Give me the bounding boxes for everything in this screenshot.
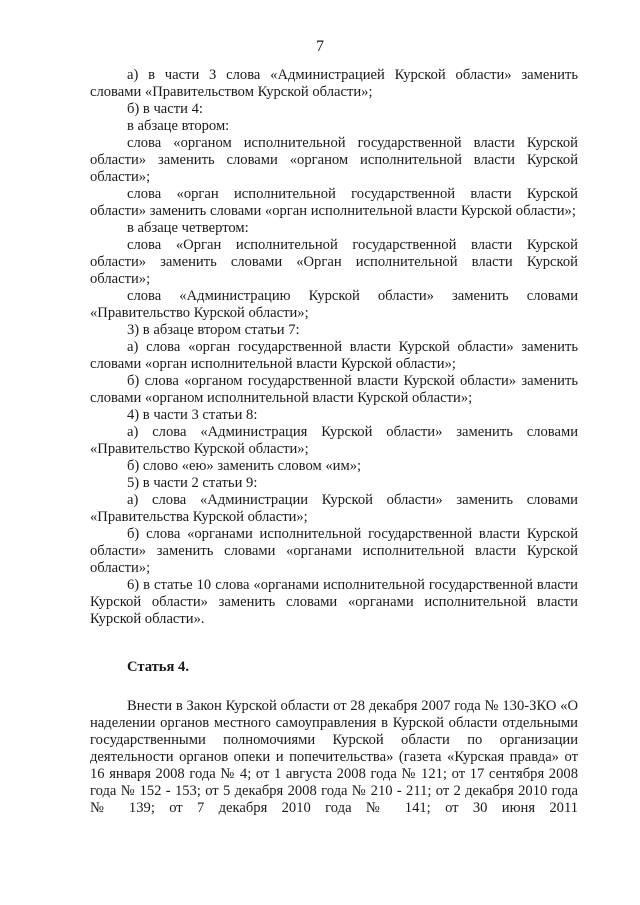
paragraph: а) в части 3 слова «Администрацией Курской области» заменить словами «Правительством Курской области»;: [90, 67, 578, 100]
paragraph: б) в части 4:: [127, 101, 203, 117]
amendment-list: [90, 67, 578, 628]
paragraph: б) слова «органами исполнительной государственной власти Курской области» заменить словами «органами исполнительной власти Курской области»;: [90, 526, 578, 576]
paragraph: слова «Администрацию Курской области» заменить словами «Правительство Курской области»;: [90, 288, 578, 321]
paragraph: б) слово «ею» заменить словом «им»;: [127, 458, 362, 474]
paragraph: Внести в Закон Курской области от 28 декабря 2007 года № 130-ЗКО «О наделении органов местного самоуправления в Курской области отдельными государственными полномочиями Курской области по организации деятельности органов опеки и попечительства» (газета «Курская правда» от 16 января 2008 года № 4; от 1 августа 2008 года № 121; от 17 сентября 2008 года № 152 - 153; от 5 декабря 2008 года № 210 - 211; от 2 декабря 2010 года № 139; от 7 декабря 2010 года № 141; от 30 июня 2011: [90, 698, 578, 816]
paragraph: слова «Орган исполнительной государственной власти Курской области» заменить словами «Орган исполнительной власти Курской области»;: [90, 237, 578, 287]
paragraph: 3) в абзаце втором статьи 7:: [127, 322, 300, 338]
paragraph: слова «органом исполнительной государственной власти Курской области» заменить словами «органом исполнительной власти Курской области»;: [90, 135, 578, 185]
paragraph: слова «орган исполнительной государственной власти Курской области» заменить словами «орган исполнительной власти Курской области»;: [90, 186, 578, 219]
article-body: [90, 698, 578, 817]
paragraph: а) слова «Администрация Курской области» заменить словами «Правительство Курской области»;: [90, 424, 578, 457]
paragraph: 5) в части 2 статьи 9:: [127, 475, 258, 491]
page-number: 7: [316, 38, 324, 55]
paragraph: 4) в части 3 статьи 8:: [127, 407, 258, 423]
paragraph: а) слова «Администрации Курской области» заменить словами «Правительства Курской области»;: [90, 492, 578, 525]
document-body: [90, 67, 578, 817]
article-heading: Статья 4.: [127, 659, 189, 675]
paragraph: б) слова «органом государственной власти Курской области» заменить словами «органом исполнительной власти Курской области»;: [90, 373, 578, 406]
paragraph: а) слова «орган государственной власти Курской области» заменить словами «орган исполнительной власти Курской области»;: [90, 339, 578, 372]
paragraph: в абзаце четвертом:: [127, 220, 249, 236]
paragraph: в абзаце втором:: [127, 118, 230, 134]
paragraph: 6) в статье 10 слова «органами исполнительной государственной власти Курской области» заменить словами «органами исполнительной власти Курской области».: [90, 577, 578, 627]
